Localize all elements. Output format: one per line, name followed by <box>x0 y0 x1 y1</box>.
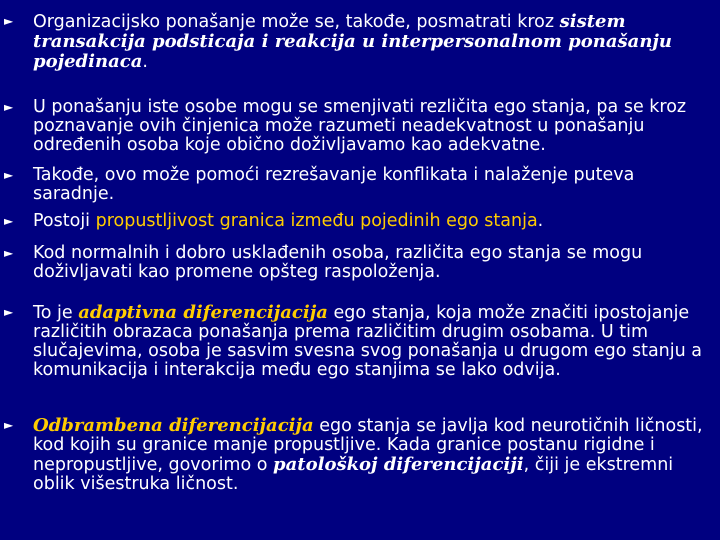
bullet-icon: ► <box>4 168 14 182</box>
emphasis-sistem-transakcija: sistem transakcija podsticaja i reakcija u interpersonalnom ponašanju pojedinaca <box>33 11 673 72</box>
paragraph-text: To je <box>33 303 79 323</box>
paragraph-adaptivna <box>33 303 713 380</box>
paragraph-propustljivost <box>33 212 713 231</box>
emphasis-adaptivna-diferencijacija: adaptivna diferencijacija <box>78 302 328 323</box>
paragraph-transakcije <box>33 12 713 72</box>
paragraph-text: , čiji je ekstremni oblik višestruka ličnost. <box>33 455 674 494</box>
paragraph-ego-stanja: U ponašanju iste osobe mogu se smenjivati rezličita ego stanja, pa se kroz poznavanje ovih činjenica može razumeti neadekvatnost u ponašanju određenih osoba koje obično doživljavamo kao adekvatne. <box>33 97 687 155</box>
paragraph-odbrambena <box>33 416 713 494</box>
paragraph-text: Postoji <box>33 211 96 231</box>
paragraph-text: ego stanja, koja može značiti ipostojanje različitih obrazaca ponašanja prema različitim drugim osobama. U tim slučajevima, osoba je sasvim svesna svog ponašanja u drugom ego stanju a komunikacija i interakcija među ego stanjima se lako odvija. <box>33 303 703 380</box>
paragraph-konflikti: Takođe, ovo može pomoći rezrešavanje konflikata i nalaženje puteva saradnje. <box>33 165 635 204</box>
bullet-icon: ► <box>4 418 14 432</box>
paragraph-text: . <box>537 211 544 231</box>
paragraph-normalne-osobe: Kod normalnih i dobro usklađenih osoba, različita ego stanja se mogu doživljavati kao promene opšteg raspoloženja. <box>33 243 643 282</box>
bullet-icon: ► <box>4 100 14 114</box>
emphasis-patoloska-diferencijacija: patološkoj diferencijaciji <box>273 454 524 475</box>
bullet-icon: ► <box>4 305 14 319</box>
highlight-propustljivost: propustljivost granica između pojedinih ego stanja <box>95 211 538 231</box>
paragraph-text: ego stanja se javlja kod neurotičnih ličnosti, kod kojih su granice manje propustljive. Kada granice postanu rigidne i nepropustljive, govorimo o <box>33 416 703 475</box>
bullet-icon: ► <box>4 214 14 228</box>
bullet-icon: ► <box>4 14 14 28</box>
paragraph-text: . <box>142 52 148 72</box>
paragraph-text: Organizacijsko ponašanje može se, takođe, posmatrati kroz <box>33 12 560 32</box>
bullet-icon: ► <box>4 246 14 260</box>
emphasis-odbrambena-diferencijacija: Odbrambena diferencijacija <box>33 415 314 436</box>
